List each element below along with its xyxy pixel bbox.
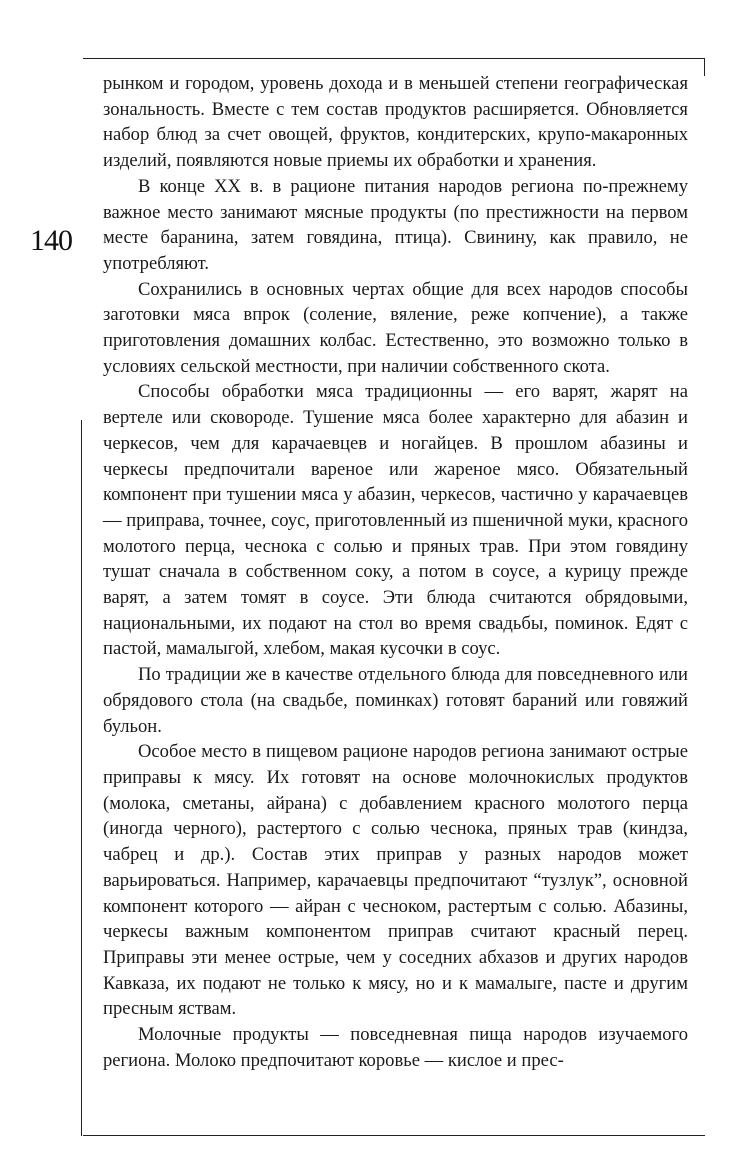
body-text [103,71,688,1073]
paragraph-7: Молочные продукты — повседневная пища народов изучаемого региона. Молоко предпочитают коровье — кислое и прес- [103,1024,688,1071]
bottom-rule [83,1135,705,1136]
left-rule [81,420,82,1136]
top-rule [83,58,705,59]
paragraph-4: Способы обработки мяса традиционны — его варят, жарят на вертеле или сковороде. Тушение мяса более характерно для абазин и черкесов, чем для карачаевцев и ногайцев. В прошлом абазины и черкесы предпочитали вареное или жареное мясо. Обязательный компонент при тушении мяса у абазин, черкесов, частично у карачаевцев — приправа, точнее, соус, приготовленный из пшеничной муки, красного молотого перца, чеснока с солью и пряных трав. При этом говядину тушат сначала в собственном соку, а потом в соусе, а курицу прежде варят, а затем томят в соусе. Эти блюда считаются обрядовыми, национальными, их подают на стол во время свадьбы, поминок. Едят с пастой, мамалыгой, хлебом, макая кусочки в соус. [103,381,688,660]
paragraph-5: По традиции же в качестве отдельного блюда для повседневного или обрядового стола (на свадьбе, поминках) готовят бараний или говяжий бульон. [103,664,688,737]
page-number: 140 [30,224,72,257]
paragraph-1: рынком и городом, уровень дохода и в меньшей степени географическая зональность. Вместе с тем состав продуктов расширяется. Обновляется набор блюд за счет овощей, фруктов, кондитерских, крупо-макаронных изделий, появляются новые приемы их обработки и хранения. [103,73,688,172]
paragraph-2: В конце XX в. в рационе питания народов региона по-прежнему важное место занимают мясные продукты (по престижности на первом месте баранина, затем говядина, птица). Свинину, как правило, не употребляют. [103,175,688,274]
right-rule-tick [704,58,705,76]
paragraph-3: Сохранились в основных чертах общие для всех народов способы заготовки мяса впрок (соление, вяление, реже копчение), а также приготовления домашних колбас. Естественно, это возможно только в условиях сельской местности, при наличии собственного скота. [103,278,688,377]
paragraph-6: Особое место в пищевом рационе народов региона занимают острые приправы к мясу. Их готовят на основе молочнокислых продуктов (молока, сметаны, айрана) с добавлением красного молотого перца (иногда черного), растертого с солью чеснока, пряных трав (киндза, чабрец и др.). Состав этих приправ у разных народов может варьироваться. Например, карачаевцы предпочитают “тузлук”, основной компонент которого — айран с чесноком, растертым с солью. Абазины, черкесы важным компонентом приправ считают красный перец. Приправы эти менее острые, чем у соседних абхазов и других народов Кавказа, их подают не только к мясу, но и к мамалыге, пасте и другим пресным яствам. [103,741,688,1020]
